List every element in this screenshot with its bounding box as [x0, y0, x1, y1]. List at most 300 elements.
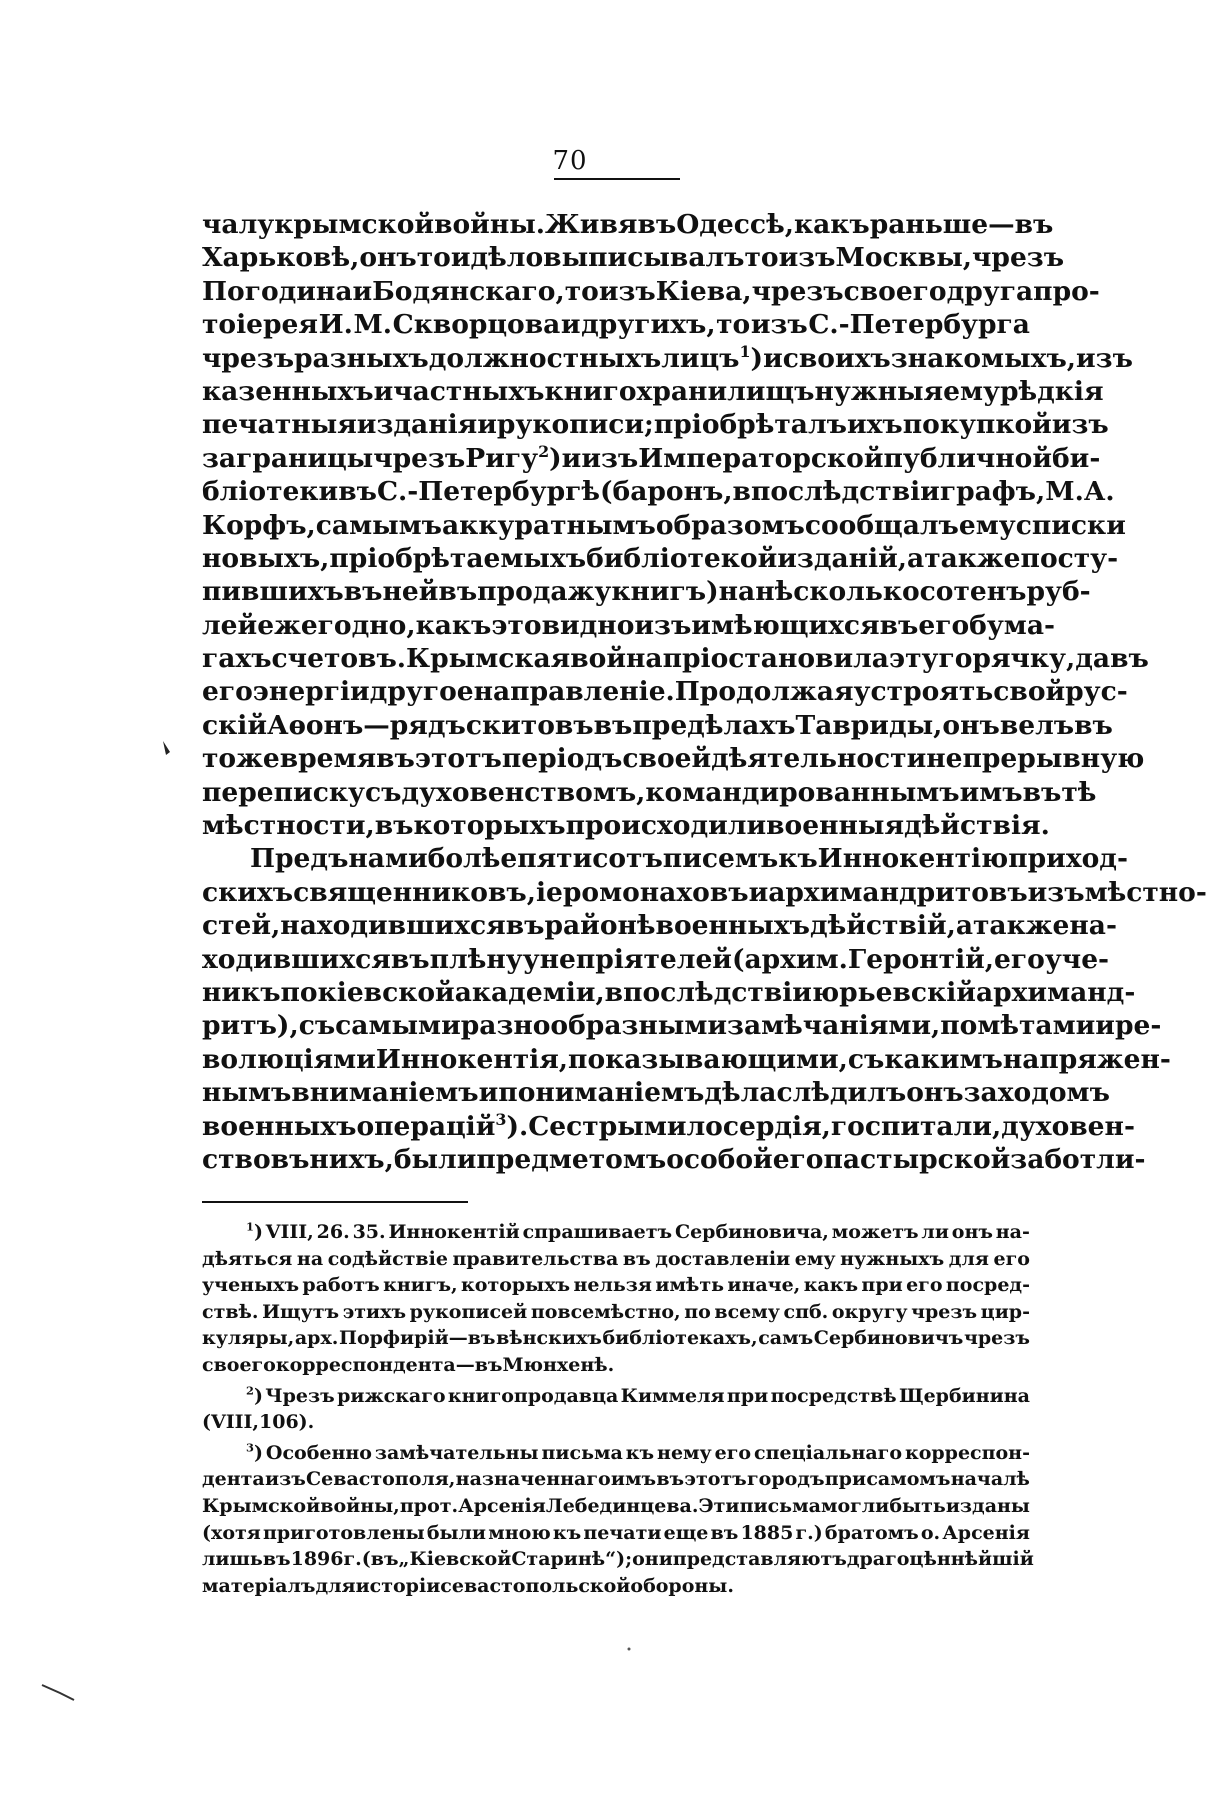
word: Сербиновича,	[674, 1221, 829, 1243]
footnote-line	[202, 1383, 1030, 1410]
word: самомъ	[866, 1468, 951, 1491]
word: рукописи;	[496, 409, 654, 441]
word: войны.	[434, 209, 546, 240]
word: пріобрѣтаемыхъ	[329, 542, 587, 574]
word: пріобрѣталъ	[653, 409, 847, 441]
word: матеріалъ	[202, 1574, 316, 1597]
word: г.)	[795, 1521, 823, 1544]
word: Аѳонъ—рядъ	[267, 709, 466, 741]
word: время	[279, 743, 377, 775]
word: тоже	[202, 743, 280, 775]
word: работъ	[302, 1274, 380, 1297]
word: въ	[1014, 209, 1054, 240]
word: чалу	[202, 209, 275, 240]
word: Продолжая	[674, 676, 854, 708]
word: видно	[541, 609, 635, 641]
word: ство	[202, 1143, 271, 1175]
word: ствѣ.	[202, 1300, 259, 1323]
word: исторіи	[355, 1574, 441, 1597]
word: рѣдкія	[999, 375, 1104, 407]
word: помѣтами	[940, 1010, 1096, 1042]
word: то	[564, 275, 599, 307]
word: лей	[202, 609, 258, 641]
word: бума-	[969, 609, 1055, 641]
text-line	[202, 809, 1050, 842]
word: и	[477, 409, 497, 441]
word: ученыхъ	[202, 1274, 300, 1297]
word: Крымская	[406, 643, 571, 675]
word: Одессѣ,	[676, 209, 794, 240]
word: дѣяться	[202, 1247, 293, 1270]
word: изъ	[1027, 876, 1085, 908]
word: сотенъ	[919, 576, 1027, 608]
word: (хотя	[202, 1521, 261, 1544]
word: разнообразными	[460, 1010, 728, 1042]
word: своей	[622, 743, 712, 775]
footnote-line	[202, 1520, 1030, 1547]
word: самыми	[335, 1010, 461, 1042]
word: изъ	[265, 1468, 306, 1491]
footnotes	[202, 1219, 1034, 1599]
word: вниманіемъ	[291, 1077, 479, 1109]
word: $^3$)	[246, 1440, 263, 1464]
word: другое	[369, 676, 474, 708]
word: М.	[1045, 476, 1084, 508]
footnote-divider	[202, 1201, 468, 1203]
word: 1885	[740, 1521, 794, 1544]
word: нѣсколько	[755, 576, 920, 608]
word: ему	[794, 1247, 836, 1270]
word: Кіева,	[655, 275, 752, 307]
word: изданія	[356, 409, 478, 441]
word: эту	[888, 643, 939, 675]
word: ней	[382, 576, 439, 608]
word: нихъ,	[309, 1143, 394, 1175]
word: Чрезъ	[265, 1384, 335, 1407]
word: съ	[847, 1043, 885, 1075]
word: чрезъ	[972, 242, 1065, 274]
word: быть	[889, 1494, 946, 1517]
word: нымъ	[202, 1077, 292, 1109]
word: лицъ	[661, 342, 740, 374]
word: непріятелей	[539, 943, 732, 975]
word: въ	[374, 810, 414, 842]
word: какъ	[803, 1274, 859, 1297]
word: то	[416, 242, 451, 274]
word: библіотекахъ,	[602, 1327, 758, 1350]
word: Харьковѣ,	[202, 242, 360, 274]
word: находившихся	[280, 910, 506, 942]
word: а	[955, 910, 974, 942]
word: спеціальнаго	[754, 1441, 903, 1464]
word: пившихъ	[202, 576, 344, 608]
word: онъ	[359, 242, 417, 274]
word: въ	[879, 609, 919, 641]
word: можетъ	[831, 1221, 919, 1243]
word: нами	[348, 843, 428, 875]
word: покупкой	[902, 409, 1052, 441]
text-line	[202, 943, 1110, 976]
text-line	[202, 642, 1149, 675]
word: повсемѣстно,	[530, 1300, 681, 1323]
word: предѣлахъ	[632, 709, 796, 741]
text-line	[202, 208, 1054, 241]
word: періодъ	[501, 743, 623, 775]
body-text	[202, 208, 1207, 1176]
word: спрашиваетъ	[522, 1221, 673, 1243]
word: (VIII,	[202, 1411, 260, 1434]
word: казенныхъ	[202, 375, 374, 407]
word: переписку	[202, 776, 365, 808]
text-line	[202, 1043, 1171, 1076]
word: городъ	[747, 1468, 825, 1491]
word: Старинѣ“);	[511, 1548, 633, 1571]
word: арх.	[294, 1327, 339, 1350]
word: на	[296, 1247, 324, 1270]
text-line	[202, 308, 1030, 341]
word: Особенно	[265, 1441, 372, 1464]
word: Сербиновичъ	[813, 1327, 964, 1350]
word: письма	[541, 1441, 623, 1464]
word: Бодянскаго,	[372, 275, 565, 307]
word: представляютъ	[672, 1548, 847, 1571]
word: мною	[488, 1521, 551, 1544]
page-number-rule	[554, 178, 680, 180]
word: еще	[663, 1521, 709, 1544]
word: севастопольской	[440, 1574, 631, 1597]
text-line	[202, 441, 1101, 475]
word: плѣну	[429, 943, 523, 975]
word: энергіи	[252, 676, 370, 708]
word: велъ	[999, 709, 1075, 741]
word: нужныя	[814, 375, 944, 407]
word: 106).	[259, 1411, 315, 1434]
word: доставленіи	[655, 1247, 791, 1270]
text-line	[202, 375, 1104, 408]
word: въ	[262, 1548, 291, 1571]
footnote-line	[202, 1573, 1030, 1600]
word: чрезъ	[373, 442, 466, 474]
word: тѣ	[1061, 776, 1097, 808]
word: о.	[920, 1521, 941, 1544]
word: при	[861, 1274, 903, 1297]
word: нельзя	[573, 1274, 652, 1297]
footnote-line	[202, 1409, 1030, 1436]
word: къ	[778, 843, 818, 875]
word: ежегодно,	[257, 609, 416, 641]
word: Иннокентій	[388, 1221, 520, 1243]
word: стей,	[202, 910, 281, 942]
word: разныхъ	[294, 342, 429, 374]
word: священниковъ,	[293, 876, 536, 908]
word: они	[632, 1548, 673, 1571]
word: скій	[202, 709, 267, 741]
word: ходившихся	[202, 943, 391, 975]
text-line	[202, 675, 1128, 708]
word: М.	[353, 309, 393, 341]
word: Живя	[545, 209, 638, 240]
word: Щербинина	[899, 1384, 1030, 1407]
word: своихъ	[782, 342, 891, 374]
word: своего	[202, 1353, 276, 1376]
margin-ink-mark	[160, 738, 180, 760]
word: его	[202, 676, 253, 708]
word: Арсенія	[458, 1494, 546, 1517]
word: архиманд-	[975, 976, 1136, 1008]
word: въ	[1022, 776, 1062, 808]
word: впослѣдствіи	[604, 976, 812, 1008]
word: военныхъ	[202, 1110, 357, 1142]
word: то	[744, 242, 779, 274]
word: изъ	[750, 309, 808, 341]
word: по	[280, 976, 318, 1008]
word: іеромонаховъ	[535, 876, 749, 908]
word: въ	[376, 743, 415, 775]
word: графъ,	[939, 476, 1046, 508]
word: книгъ,	[383, 1274, 458, 1297]
word: въ	[637, 209, 677, 240]
word: началѣ	[950, 1468, 1030, 1491]
word: и	[561, 442, 582, 474]
word: мѣстно-	[1084, 876, 1207, 908]
word: ихъ	[846, 409, 903, 441]
word: его	[906, 1274, 943, 1297]
word: (архим.	[731, 943, 848, 975]
text-line	[202, 542, 1119, 575]
word: имѣющихся	[691, 609, 880, 641]
word: приготовлены	[262, 1521, 425, 1544]
word: операцій	[356, 1110, 496, 1142]
word: для	[948, 1247, 989, 1270]
footnote-line	[202, 1219, 1030, 1246]
text-line	[202, 1009, 1162, 1042]
word: этихъ	[342, 1300, 407, 1323]
word: лишь	[202, 1548, 263, 1571]
word: нужныхъ	[840, 1247, 945, 1270]
word: юрьевскій	[811, 976, 976, 1008]
word: VIII,	[265, 1221, 314, 1243]
word: Арсенія	[942, 1521, 1030, 1544]
word: замѣчаніями,	[727, 1010, 941, 1042]
word: про-	[1033, 275, 1100, 307]
word: военныя	[766, 810, 905, 842]
word: его	[772, 1143, 824, 1175]
word: изданій,	[777, 542, 908, 574]
word: заботли-	[1010, 1143, 1146, 1175]
footnote-line	[202, 1272, 1030, 1299]
word: въ	[593, 709, 633, 741]
word: напряжен-	[1002, 1043, 1171, 1075]
word: въ	[438, 576, 478, 608]
word: и	[763, 342, 783, 374]
word: образомъ	[655, 509, 805, 541]
text-line	[202, 241, 1065, 274]
word: изъ	[581, 442, 639, 474]
word: би-	[1051, 442, 1101, 474]
word: обороны.	[630, 1574, 734, 1597]
word: изъ	[598, 275, 656, 307]
footnote-line	[202, 1246, 1030, 1273]
word: Севастополя,	[306, 1468, 456, 1491]
word: военныхъ	[655, 910, 810, 942]
text-line	[202, 575, 1091, 608]
word: слѣдилъ	[776, 1077, 907, 1109]
word: дѣйствій,	[809, 910, 956, 942]
word: Сестры	[528, 1110, 644, 1142]
word: иначе,	[727, 1274, 801, 1297]
word: скихъ	[202, 876, 294, 908]
word: самымъ	[315, 509, 443, 541]
footnote-line	[202, 1440, 1030, 1467]
word: Погодина	[202, 275, 353, 307]
word: —	[988, 209, 1015, 240]
word: Лебединцева.	[545, 1494, 699, 1517]
word: назначеннаго	[455, 1468, 611, 1491]
word: командированнымъ	[645, 776, 960, 808]
word: (баронъ,	[600, 476, 733, 508]
word: Киммеля	[620, 1384, 725, 1407]
word: этотъ	[684, 1468, 747, 1491]
text-line	[202, 341, 1133, 375]
word: пятисотъ	[517, 843, 663, 875]
word: библіотекой	[586, 542, 778, 574]
word: это	[491, 609, 542, 641]
word: 1896	[290, 1548, 344, 1571]
word: (въ	[361, 1548, 399, 1571]
text-line	[202, 475, 1115, 508]
word: посредствѣ	[770, 1384, 897, 1407]
text-line	[202, 509, 1126, 542]
word: за	[963, 1077, 998, 1109]
word: дента	[202, 1468, 265, 1491]
word: дѣло	[470, 242, 544, 274]
word: имѣть	[655, 1274, 724, 1297]
word: въ	[710, 1521, 739, 1544]
word: другихъ,	[581, 309, 716, 341]
word: чрезъ	[963, 1327, 1030, 1350]
text-line	[202, 275, 1100, 308]
word: въ	[656, 1468, 685, 1491]
word: войны,	[320, 1494, 400, 1517]
word: какимъ	[884, 1043, 1003, 1075]
word: дѣйствія.	[904, 810, 1050, 842]
word: книгъ)	[611, 576, 719, 608]
word: изъ	[1051, 409, 1109, 441]
word: на-	[995, 1221, 1030, 1243]
word: Геронтій,	[847, 943, 995, 975]
word: у	[522, 943, 540, 975]
word: Крымской	[202, 1494, 321, 1517]
footnote-line	[202, 1325, 1030, 1352]
word: замѣчательны	[374, 1441, 539, 1464]
word: $^2$)	[246, 1383, 263, 1407]
word: направленіе.	[473, 676, 675, 708]
word: руб-	[1026, 576, 1091, 608]
word: границы	[236, 442, 374, 474]
word: скитовъ	[465, 709, 594, 741]
word: Скворцова	[392, 309, 561, 341]
word: сообщалъ	[804, 509, 959, 541]
word: устроять	[853, 676, 994, 708]
text-line	[202, 909, 1117, 942]
word: которыхъ	[461, 1274, 571, 1297]
word: предметомъ	[476, 1143, 667, 1175]
word: Предъ	[250, 843, 349, 875]
word: пониманіемъ	[498, 1077, 705, 1109]
word: правительства	[452, 1247, 619, 1270]
text-line	[202, 976, 1136, 1009]
word: гахъ	[202, 643, 272, 675]
footnote-line	[202, 1466, 1030, 1493]
word: Ищутъ	[262, 1300, 340, 1323]
word: своего	[843, 275, 947, 307]
word: ли	[921, 1221, 949, 1243]
word: онъ	[951, 1221, 993, 1243]
word: печати	[583, 1521, 662, 1544]
word: корреспон-	[904, 1441, 1030, 1464]
word: рукописей	[409, 1300, 528, 1323]
word: давъ	[1075, 643, 1149, 675]
word: онъ	[942, 709, 1000, 741]
text-line	[202, 709, 1113, 742]
word: корреспондента—въ	[275, 1353, 503, 1376]
word: за	[202, 442, 237, 474]
word: этотъ	[414, 743, 502, 775]
word: цир-	[980, 1300, 1030, 1323]
word: продажу	[477, 576, 612, 608]
text-line	[202, 776, 1097, 809]
word: къ	[552, 1521, 582, 1544]
word: $^3$).	[495, 1109, 529, 1142]
word: вѣнскихъ	[496, 1327, 602, 1350]
word: въ	[343, 576, 383, 608]
word: изъ	[634, 609, 692, 641]
footnote-line	[202, 1299, 1030, 1326]
word: при	[726, 1384, 769, 1407]
word: г.	[343, 1548, 362, 1571]
word: госпитали,	[830, 1110, 1002, 1142]
word: Москвы,	[835, 242, 973, 274]
word: куляры,	[202, 1327, 295, 1350]
word: Порфирій—въ	[339, 1327, 496, 1350]
word: Мюнхенѣ.	[502, 1353, 615, 1376]
word: въ	[270, 1143, 310, 1175]
word: въ	[1074, 709, 1113, 741]
word: содѣйствіе	[327, 1247, 448, 1270]
word: частныхъ	[393, 375, 545, 407]
word: прот.	[399, 1494, 459, 1517]
word: имъ	[959, 776, 1023, 808]
word: для	[315, 1574, 356, 1597]
word: „Кіевской	[398, 1548, 512, 1571]
word: Ригу	[465, 442, 539, 474]
word: также	[924, 542, 1021, 574]
word: въ	[390, 943, 430, 975]
word: 35.	[352, 1221, 386, 1243]
word: письма	[739, 1494, 821, 1517]
word: а	[907, 542, 925, 574]
word: въ	[505, 910, 545, 942]
word: онъ	[906, 1077, 964, 1109]
word: духовенствомъ,	[401, 776, 646, 808]
word: милосердія,	[643, 1110, 831, 1142]
word: имъ	[610, 1468, 657, 1491]
word: впослѣдствіи	[732, 476, 940, 508]
word: особой	[666, 1143, 773, 1175]
text-line	[202, 609, 1055, 642]
word: его	[993, 1247, 1030, 1270]
word: пріостановила	[662, 643, 889, 675]
